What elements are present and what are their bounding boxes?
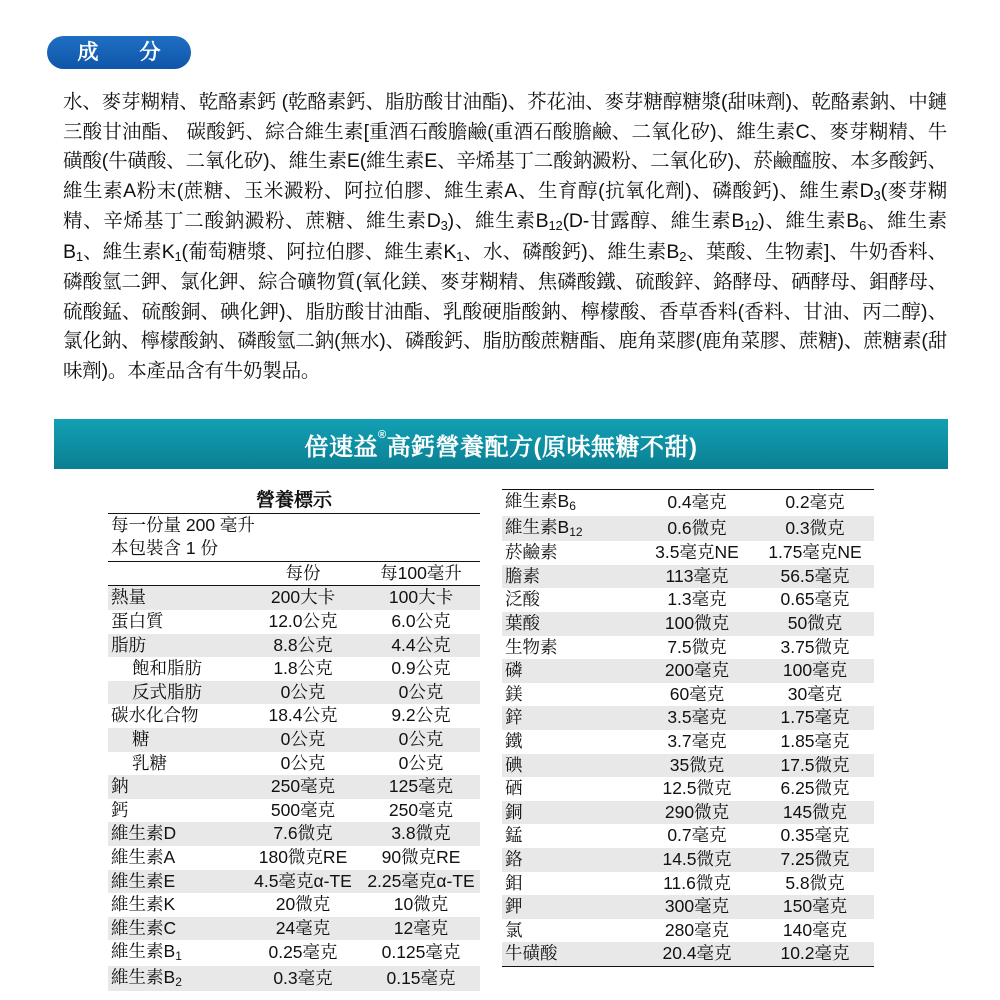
- nutrient-per-100ml: 0.65毫克: [780, 589, 850, 610]
- nutrient-label: 反式脂肪: [132, 681, 202, 702]
- nutrient-per-serving: 250毫克: [270, 776, 336, 797]
- nutrient-per-serving: 113毫克: [665, 565, 729, 586]
- nutrient-per-100ml: 17.5微克: [780, 754, 850, 775]
- nutrient-per-100ml: 100毫克: [782, 660, 848, 681]
- nutrient-per-100ml: 145微克: [782, 801, 848, 822]
- nutrient-per-serving: 200毫克: [664, 660, 730, 681]
- table-row: [502, 872, 874, 896]
- nutrient-per-serving: 3.5毫克: [667, 707, 727, 728]
- nutrient-per-100ml: 6.25微克: [780, 778, 850, 799]
- nutrient-per-serving: 3.7毫克: [667, 730, 727, 751]
- nutrient-label: 脂肪: [111, 634, 146, 655]
- nutrient-per-100ml: 6.0公克: [391, 610, 451, 631]
- nutrient-per-serving: 290微克: [664, 801, 730, 822]
- table-row: [108, 586, 480, 610]
- nutrient-label: 鉻: [505, 848, 523, 869]
- nutrient-label: 葉酸: [505, 612, 540, 633]
- table-row: [502, 588, 874, 612]
- nutrient-per-serving: 18.4公克: [268, 705, 338, 726]
- nutrient-per-100ml: 125毫克: [388, 776, 454, 797]
- nutrient-per-serving: 8.8公克: [273, 634, 333, 655]
- table-row: [502, 824, 874, 848]
- micronutrient-table: [502, 489, 874, 967]
- nutrient-label: 飽和脂肪: [132, 658, 202, 679]
- nutrient-per-100ml: 0.2毫克: [785, 492, 845, 512]
- nutrient-label: 鉬: [505, 872, 523, 893]
- nutrient-label: 維生素E: [111, 870, 176, 891]
- nutrient-per-100ml: 0公克: [398, 752, 444, 773]
- nutrient-per-serving: 1.3毫克: [667, 589, 727, 610]
- column-header-row: [108, 561, 480, 586]
- ingredients-text: 水、麥芽糊精、乾酪素鈣 (乾酪素鈣、脂肪酸甘油酯)、芥花油、麥芽糖醇糖漿(甜味劑)、乾酪素鈉、中鏈三酸甘油酯、 碳酸鈣、綜合維生素[重酒石酸膽鹼(重酒石酸膽鹼、二氧化矽)、維生素C、麥芽糊精、牛磺酸(牛磺酸、二氧化矽)、維生素E(維生素E、辛烯基丁二酸鈉澱粉、二氧化矽)、菸鹼醯胺、本多酸鈣、維生素A粉末(蔗糖、玉米澱粉、阿拉伯膠、維生素A、生育醇(抗氧化劑)、磷酸鈣)、維生素$D_3$(麥芽糊精、辛烯基丁二酸鈉澱粉、蔗糖、維生素$D_3$)、維生素$B_{12}(D-$甘露醇、維生素$B_{12}$)、維生素$B_6$、維生素$B_1$、維生素$K_1$(葡萄糖漿、阿拉伯膠、維生素$K_1$、水、磷酸鈣)、維生素$B_2$、葉酸、生物素]、牛奶香料、磷酸氫二鉀、氯化鉀、綜合礦物質(氧化鎂、麥芽糊精、焦磷酸鐵、硫酸鋅、鉻酵母、硒酵母、鉬酵母、硫酸錳、硫酸銅、碘化鉀)、脂肪酸甘油酯、乳酸硬脂酸鈉、檸檬酸、香草香料(香料、甘油、丙二醇)、氯化鈉、檸檬酸鈉、磷酸氫二鈉(無水)、磷酸鈣、脂肪酸蔗糖酯、鹿角菜膠(鹿角菜膠、蔗糖)、蔗糖素(甜味劑)。本產品含有牛奶製品。: [63, 91, 947, 382]
- product-banner-title: [304, 427, 697, 462]
- nutrient-per-serving: 24毫克: [275, 917, 331, 938]
- nutrient-label: 糖: [132, 728, 150, 749]
- nutrient-per-serving: 0公克: [280, 681, 326, 702]
- nutrient-per-serving: 180微克RE: [258, 846, 348, 867]
- nutrient-per-serving: 3.5毫克NE: [655, 542, 739, 563]
- nutrient-per-serving: 200大卡: [270, 587, 336, 608]
- table-row: [502, 612, 874, 636]
- table-row: [108, 752, 480, 776]
- nutrient-per-100ml: 5.8微克: [785, 872, 845, 893]
- nutrient-label: 泛酸: [505, 589, 540, 610]
- registered-mark: ®: [377, 428, 387, 441]
- nutrient-per-serving: 11.6微克: [663, 872, 731, 893]
- nutrient-per-serving: 12.0公克: [268, 610, 338, 631]
- table-row: [502, 848, 874, 872]
- table-row: [108, 634, 480, 658]
- nutrient-per-100ml: 56.5毫克: [780, 565, 850, 586]
- nutrient-label: 生物素: [505, 636, 558, 657]
- nutrient-label: 碳水化合物: [111, 705, 199, 726]
- nutrient-label: 菸鹼素: [505, 542, 558, 563]
- nutrient-label: 膽素: [505, 565, 540, 586]
- table-row: [108, 917, 480, 941]
- nutrient-per-100ml: 0.15毫克: [386, 967, 456, 988]
- nutrient-per-100ml: 0.35毫克: [780, 825, 850, 846]
- nutrient-label: 維生素K: [111, 894, 176, 915]
- nutrient-label: 維生素C: [111, 917, 177, 938]
- nutrient-per-serving: 14.5微克: [662, 848, 732, 869]
- ingredients-heading-label: 成 分: [77, 41, 171, 64]
- nutrient-label: 鈣: [111, 799, 129, 820]
- nutrient-per-serving: 300毫克: [664, 896, 730, 917]
- nutrition-table-right: [502, 489, 874, 967]
- nutrient-per-100ml: 150毫克: [782, 896, 848, 917]
- nutrition-title-row: [108, 489, 480, 513]
- product-banner: [54, 419, 948, 469]
- table-row: [108, 728, 480, 752]
- nutrient-per-100ml: 4.4公克: [391, 634, 451, 655]
- nutrient-per-serving: 0.4毫克: [667, 492, 727, 512]
- brand-name: 倍速益: [304, 433, 378, 461]
- product-description: 高鈣營養配方(原味無糖不甜): [386, 433, 698, 461]
- nutrient-label: 熱量: [111, 587, 146, 608]
- nutrient-per-100ml: 1.75毫克NE: [768, 542, 862, 563]
- nutrient-per-100ml: 3.8微克: [391, 823, 451, 844]
- nutrient-per-100ml: 250毫克: [388, 799, 454, 820]
- nutrient-label: 錳: [505, 825, 523, 846]
- table-row: [502, 730, 874, 754]
- nutrient-label: 磷: [505, 660, 523, 681]
- table-row: [502, 565, 874, 589]
- nutrient-per-serving: 1.8公克: [273, 658, 333, 679]
- nutrient-label: 維生素B12: [505, 516, 583, 539]
- nutrient-per-100ml: 7.25微克: [780, 848, 850, 869]
- nutrient-per-100ml: 0公克: [398, 728, 444, 749]
- table-row: [502, 541, 874, 565]
- nutrient-per-100ml: 0.9公克: [391, 658, 451, 679]
- table-row: [108, 966, 480, 992]
- nutrient-per-serving: 4.5毫克α-TE: [254, 870, 352, 891]
- table-row: [108, 704, 480, 728]
- table-row: [108, 681, 480, 705]
- nutrient-label: 維生素A: [111, 846, 176, 867]
- table-row: [502, 636, 874, 660]
- nutrient-label: 硒: [505, 778, 523, 799]
- table-row: [502, 706, 874, 730]
- nutrient-label: 銅: [505, 801, 523, 822]
- nutrient-label: 鉀: [505, 896, 523, 917]
- table-row: [108, 657, 480, 681]
- nutrient-label: 鋅: [505, 707, 523, 728]
- nutrient-label: 維生素B2: [111, 966, 182, 989]
- nutrient-per-serving: 0.25毫克: [268, 942, 338, 963]
- table-row: [108, 940, 480, 966]
- table-row: [502, 683, 874, 707]
- table-row: [108, 822, 480, 846]
- column-header-blank: [108, 561, 244, 586]
- nutrient-per-100ml: 30毫克: [787, 683, 843, 704]
- nutrient-per-serving: 7.5微克: [667, 636, 727, 657]
- nutrient-label: 牛磺酸: [505, 943, 558, 964]
- nutrient-label: 蛋白質: [111, 610, 164, 631]
- nutrient-label: 維生素D: [111, 823, 177, 844]
- nutrient-per-100ml: 1.85毫克: [780, 730, 850, 751]
- nutrient-per-100ml: 0.125毫克: [381, 942, 461, 963]
- table-row: [108, 610, 480, 634]
- nutrient-per-100ml: 0.3微克: [785, 517, 845, 538]
- nutrient-label: 鎂: [505, 683, 523, 704]
- nutrient-per-100ml: 10微克: [393, 894, 449, 915]
- table-row: [502, 919, 874, 943]
- serving-size-row: [108, 513, 480, 537]
- nutrient-label: 氯: [505, 919, 523, 940]
- nutrient-per-serving: 0公克: [280, 752, 326, 773]
- nutrient-per-100ml: 50微克: [787, 612, 843, 633]
- nutrient-per-serving: 0.3毫克: [273, 967, 333, 988]
- nutrient-per-100ml: 10.2毫克: [780, 943, 850, 964]
- nutrient-per-serving: 100微克: [664, 612, 730, 633]
- table-row: [108, 893, 480, 917]
- nutrient-per-100ml: 2.25毫克α-TE: [367, 870, 475, 891]
- table-row: [502, 895, 874, 919]
- nutrient-per-100ml: 140毫克: [782, 919, 848, 940]
- nutrient-per-100ml: 3.75微克: [780, 636, 850, 657]
- table-row: [502, 942, 874, 966]
- nutrient-per-serving: 0.6微克: [667, 517, 727, 538]
- nutrient-per-100ml: 12毫克: [393, 917, 449, 938]
- nutrient-label: 鐵: [505, 730, 523, 751]
- servings-per-container: 本包裝含 1 份: [108, 537, 480, 561]
- table-row: [108, 870, 480, 894]
- nutrient-per-100ml: 100大卡: [388, 587, 454, 608]
- nutrient-per-serving: 20微克: [275, 894, 331, 915]
- nutrient-per-100ml: 1.75毫克: [780, 707, 850, 728]
- table-row: [502, 659, 874, 683]
- serving-size: 每一份量 200 毫升: [111, 514, 255, 535]
- table-row: [502, 516, 874, 542]
- table-row: [502, 754, 874, 778]
- nutrient-per-serving: 500毫克: [270, 799, 336, 820]
- nutrient-per-serving: 60毫克: [669, 683, 725, 704]
- nutrition-facts-table: [108, 489, 480, 991]
- nutrient-label: 維生素B1: [111, 941, 182, 964]
- column-header-per-100ml: 每100毫升: [362, 561, 480, 586]
- nutrition-table-left: [108, 489, 480, 991]
- nutrient-per-serving: 20.4毫克: [662, 943, 732, 964]
- nutrient-per-serving: 7.6微克: [273, 823, 333, 844]
- column-header-per-serving: 每份: [244, 561, 362, 586]
- nutrient-per-serving: 0.7毫克: [667, 825, 727, 846]
- nutrient-label: 碘: [505, 754, 523, 775]
- table-row: [108, 846, 480, 870]
- nutrient-per-serving: 12.5微克: [662, 778, 732, 799]
- nutrient-per-serving: 0公克: [280, 728, 326, 749]
- ingredients-heading-pill: [47, 36, 191, 69]
- table-row: [502, 801, 874, 825]
- nutrient-per-100ml: 90微克RE: [381, 846, 461, 867]
- nutrient-per-100ml: 0公克: [398, 681, 444, 702]
- nutrient-per-serving: 35微克: [669, 754, 725, 775]
- nutrient-label: 維生素B6: [505, 491, 576, 513]
- table-row: [108, 799, 480, 823]
- nutrient-label: 乳糖: [132, 752, 167, 773]
- nutrition-title: 營養標示: [108, 489, 480, 513]
- table-row: [108, 775, 480, 799]
- servings-per-container-row: [108, 537, 480, 561]
- nutrient-label: 鈉: [111, 776, 129, 797]
- table-row: [502, 777, 874, 801]
- table-row: [502, 490, 874, 516]
- nutrient-per-100ml: 9.2公克: [391, 705, 451, 726]
- nutrient-per-serving: 280毫克: [664, 919, 730, 940]
